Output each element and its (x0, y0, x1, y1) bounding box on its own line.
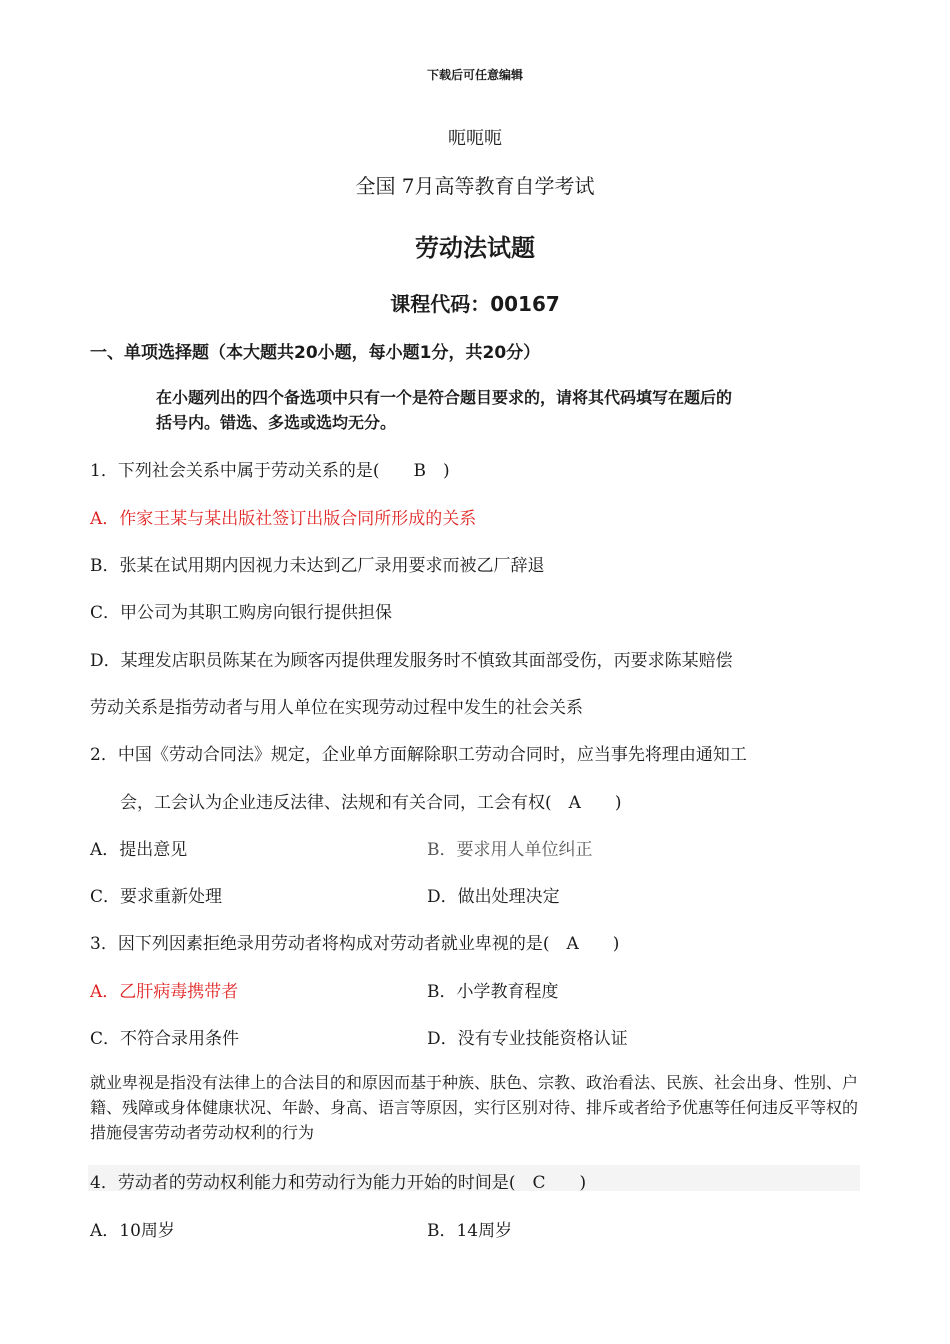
q2-option-b: B．要求用人单位纠正 (427, 840, 593, 860)
document-subtitle: 呃呃呃 (448, 128, 502, 149)
q2-stem-line-2: 会，工会认为企业违反法律、法规和有关合同，工会有权( A ) (120, 793, 622, 813)
q1-note: 劳动关系是指劳动者与用人单位在实现劳动过程中发生的社会关系 (90, 698, 583, 718)
section-heading: 一、单项选择题（本大题共20小题，每小题1分，共20分） (90, 343, 541, 363)
top-note: 下载后可任意编辑 (426, 68, 523, 82)
q1-option-b: B．张某在试用期内因视力未达到乙厂录用要求而被乙厂辞退 (90, 556, 545, 576)
q1-option-a: A．作家王某与某出版社签订出版合同所形成的关系 (90, 509, 477, 529)
section-instruction-1: 在小题列出的四个备选项中只有一个是符合题目要求的，请将其代码填写在题后的 (156, 388, 733, 407)
exam-name: 全国 7月高等教育自学考试 (355, 174, 595, 198)
q3-option-d: D．没有专业技能资格认证 (427, 1029, 628, 1049)
section-instruction-2: 括号内。错选、多选或选均无分。 (156, 413, 397, 432)
course-code: 课程代码：00167 (390, 292, 560, 316)
q1-option-c: C．甲公司为其职工购房向银行提供担保 (90, 603, 393, 623)
q3-note: 就业卑视是指没有法律上的合法目的和原因而基于种族、肤色、宗教、政治看法、民族、社会出身、性别、户籍、残障或身体健康状况、年龄、身高、语言等原因，实行区别对待、排斥或者给予优惠等任何违反平等权的措施侵害劳动者劳动权利的行为 (90, 1073, 859, 1142)
q1-option-d: D．某理发店职员陈某在为顾客丙提供理发服务时不慎致其面部受伤，丙要求陈某赔偿 (90, 651, 733, 671)
q4-option-b: B．14周岁 (427, 1221, 513, 1241)
q2-option-c: C．要求重新处理 (90, 887, 223, 907)
page-title: 劳动法试题 (415, 234, 535, 262)
q4-stem: 4．劳动者的劳动权利能力和劳动行为能力开始的时间是( C ) (90, 1173, 587, 1193)
q2-stem-line-1: 2．中国《劳动合同法》规定，企业单方面解除职工劳动合同时，应当事先将理由通知工 (90, 745, 747, 765)
q3-option-a: A．乙肝病毒携带者 (90, 982, 239, 1002)
q3-option-c: C．不符合录用条件 (90, 1029, 240, 1049)
q3-stem: 3．因下列因素拒绝录用劳动者将构成对劳动者就业卑视的是( A ) (90, 934, 620, 954)
q4-option-a: A．10周岁 (90, 1221, 175, 1241)
q2-option-d: D．做出处理决定 (427, 887, 560, 907)
q2-option-a: A．提出意见 (90, 840, 188, 860)
q3-option-b: B．小学教育程度 (427, 982, 559, 1002)
q1-stem: 1．下列社会关系中属于劳动关系的是( B ) (90, 461, 450, 481)
